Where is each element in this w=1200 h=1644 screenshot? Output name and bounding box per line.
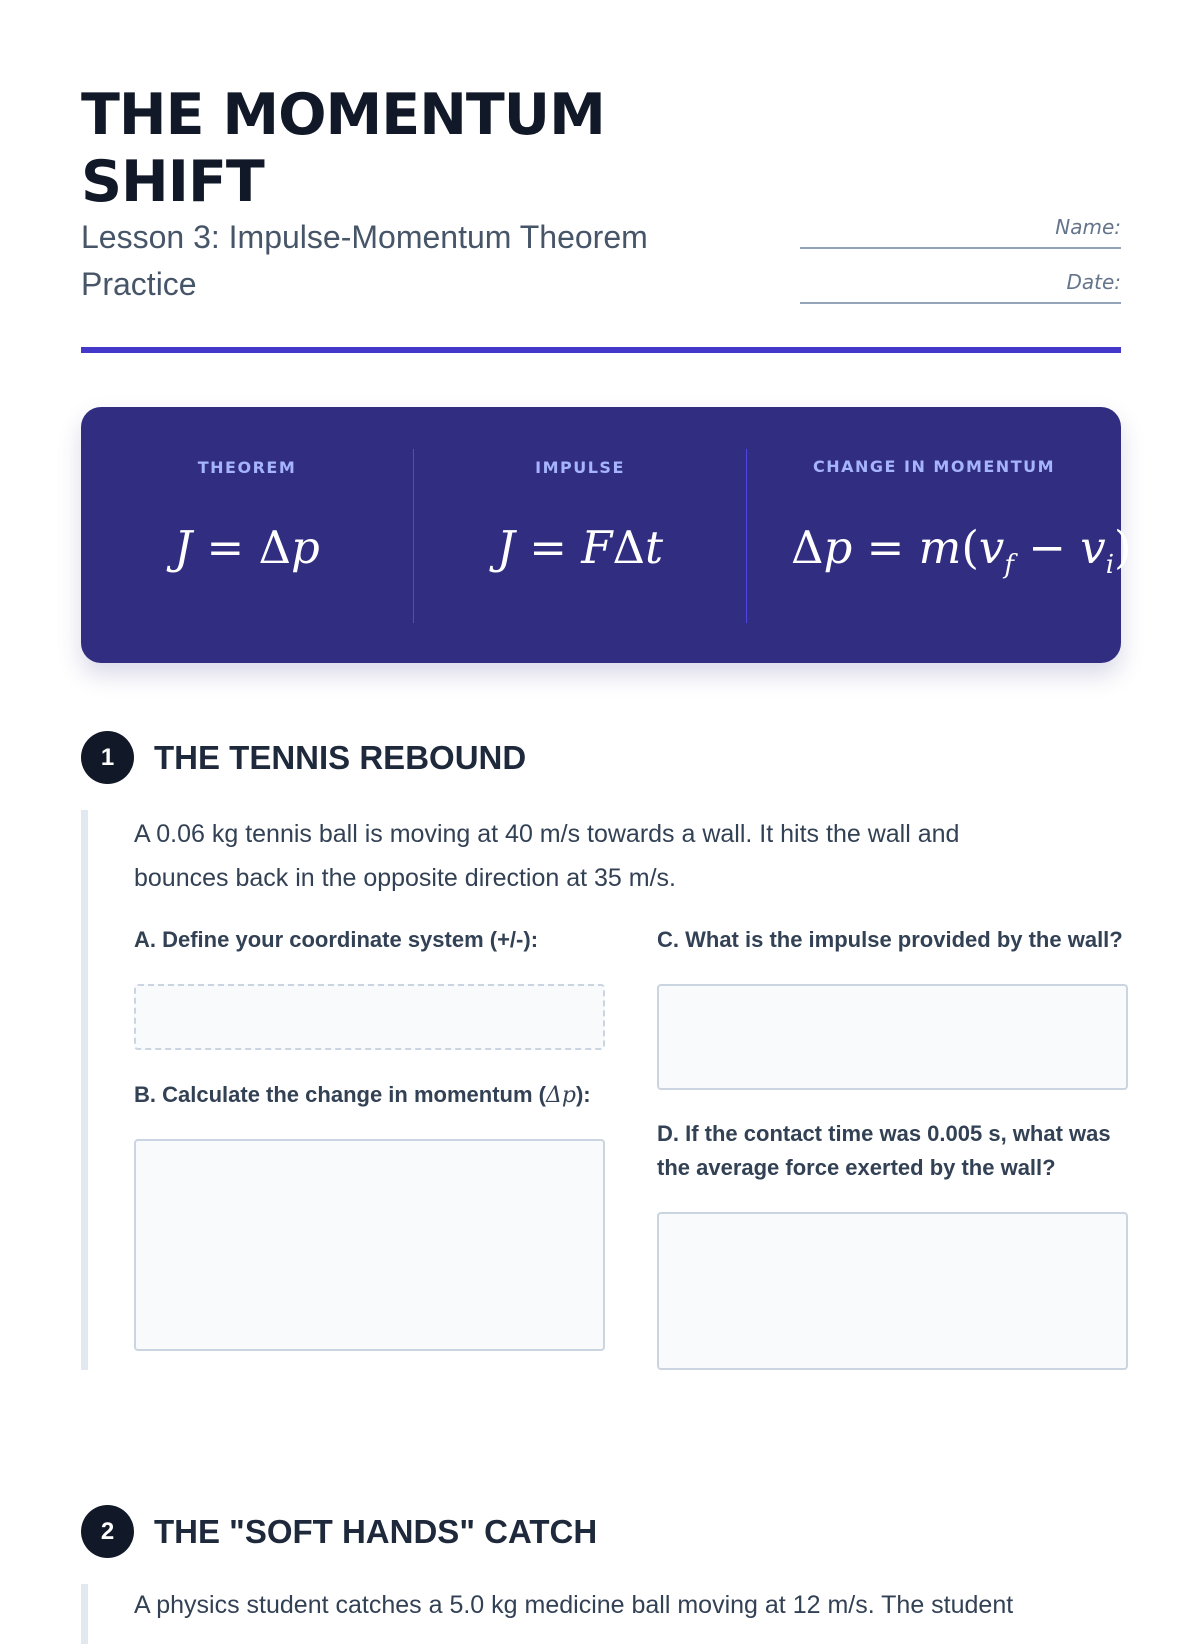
date-label: Date: [1066, 270, 1121, 294]
part-b-label-suffix: ): [575, 1082, 591, 1107]
part-b-answer-box[interactable] [134, 1139, 605, 1351]
worksheet-page [81, 0, 1132, 1619]
formula-equation: $\Delta p = m(v_f - v_i)$ [791, 521, 1132, 580]
formula-card [81, 407, 1132, 663]
part-c-answer-box[interactable] [657, 984, 1128, 1090]
question-1-header [81, 731, 1121, 785]
question-2-body [81, 1584, 1121, 1644]
formula-label: IMPULSE [535, 458, 625, 477]
lesson-subtitle: Lesson 3: Impulse-Momentum Theorem Practice [81, 219, 648, 302]
question-title: THE TENNIS REBOUND [154, 739, 527, 776]
name-field[interactable] [800, 215, 1121, 249]
question-text: A physics student catches a 5.0 kg medicine ball moving at 12 m/s. The student [134, 1591, 1014, 1619]
formula-impulse [414, 449, 747, 623]
date-field[interactable] [800, 270, 1121, 304]
part-b-label-prefix: B. Calculate the change in momentum ( [134, 1082, 546, 1107]
question-number-badge: 2 [81, 1505, 134, 1558]
formula-change-in-momentum [747, 449, 1132, 623]
formula-theorem [81, 449, 414, 623]
part-d-answer-box[interactable] [657, 1212, 1128, 1370]
part-a-label: A. Define your coordinate system (+/-): [134, 927, 539, 952]
question-text: A 0.06 kg tennis ball is moving at 40 m/s towards a wall. It hits the wall and bounces back in the opposite direction at 35 m/s. [134, 820, 960, 892]
formula-equation: J = FΔt [496, 521, 664, 574]
name-label: Name: [1055, 215, 1121, 239]
part-a-answer-box[interactable] [134, 984, 605, 1050]
question-2-header [81, 1505, 1121, 1559]
question-number-badge: 1 [81, 731, 134, 784]
page-title: THE MOMENTUM SHIFT [81, 82, 605, 215]
part-d-label: D. If the contact time was 0.005 s, what was the average force exerted by the wall? [657, 1121, 1111, 1180]
delta-p-symbol: Δp [545, 1083, 576, 1108]
formula-equation: J = Δp [174, 521, 320, 574]
part-b-label [134, 1078, 614, 1113]
header-divider [81, 347, 1121, 353]
formula-label: THEOREM [197, 458, 297, 477]
formula-label: CHANGE IN MOMENTUM [812, 457, 1056, 476]
part-c-label: C. What is the impulse provided by the wall? [657, 927, 1123, 952]
question-1-body [81, 810, 1121, 1370]
question-title: THE "SOFT HANDS" CATCH [154, 1513, 598, 1550]
